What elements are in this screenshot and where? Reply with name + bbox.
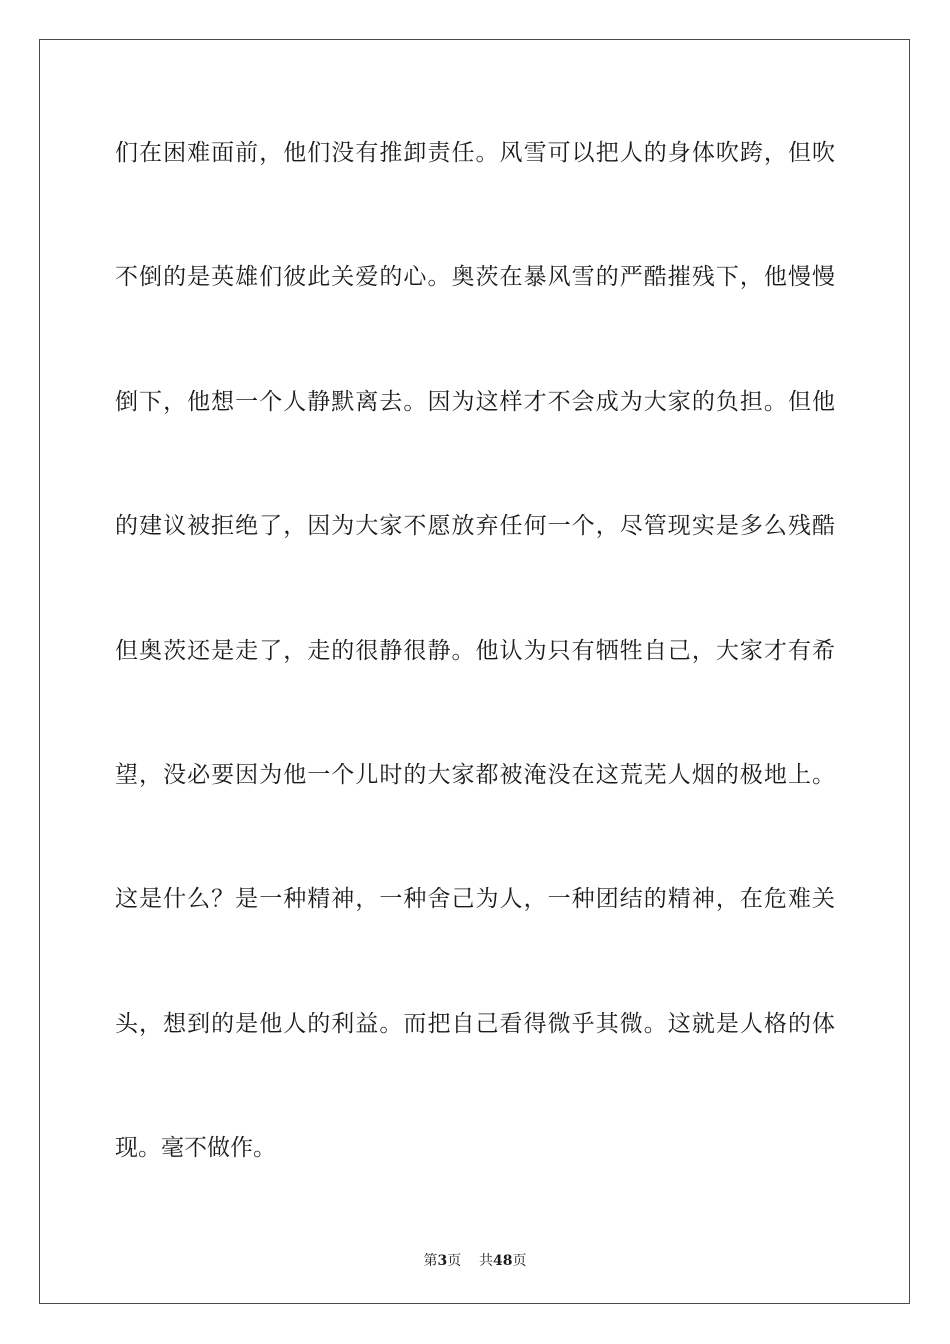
current-page-number: 3	[437, 1253, 448, 1269]
text-line: 不倒的是英雄们彼此关爱的心。奥茨在暴风雪的严酷摧残下，他慢慢	[115, 264, 835, 291]
page-footer	[0, 1250, 950, 1270]
page-prefix: 第	[423, 1253, 438, 1269]
body-text	[115, 122, 835, 1242]
text-line: 的建议被拒绝了，因为大家不愿放弃任何一个，尽管现实是多么残酷	[115, 513, 835, 540]
text-line: 这是什么？是一种精神，一种舍己为人，一种团结的精神，在危难关	[115, 886, 835, 913]
total-suffix: 页	[512, 1253, 527, 1269]
text-line: 现。毫不做作。	[115, 1135, 276, 1162]
text-line: 但奥茨还是走了，走的很静很静。他认为只有牺牲自己，大家才有希	[115, 637, 835, 664]
total-pages-number: 48	[493, 1253, 513, 1269]
text-line: 们在困难面前，他们没有推卸责任。风雪可以把人的身体吹跨，但吹	[115, 140, 835, 166]
text-line: 头，想到的是他人的利益。而把自己看得微乎其微。这就是人格的体	[115, 1010, 835, 1037]
total-prefix: 共	[479, 1253, 494, 1269]
text-line: 倒下，他想一个人静默离去。因为这样才不会成为大家的负担。但他	[115, 388, 835, 415]
page-suffix: 页	[447, 1253, 462, 1269]
text-line: 望，没必要因为他一个儿时的大家都被淹没在这荒芜人烟的极地上。	[115, 761, 835, 788]
